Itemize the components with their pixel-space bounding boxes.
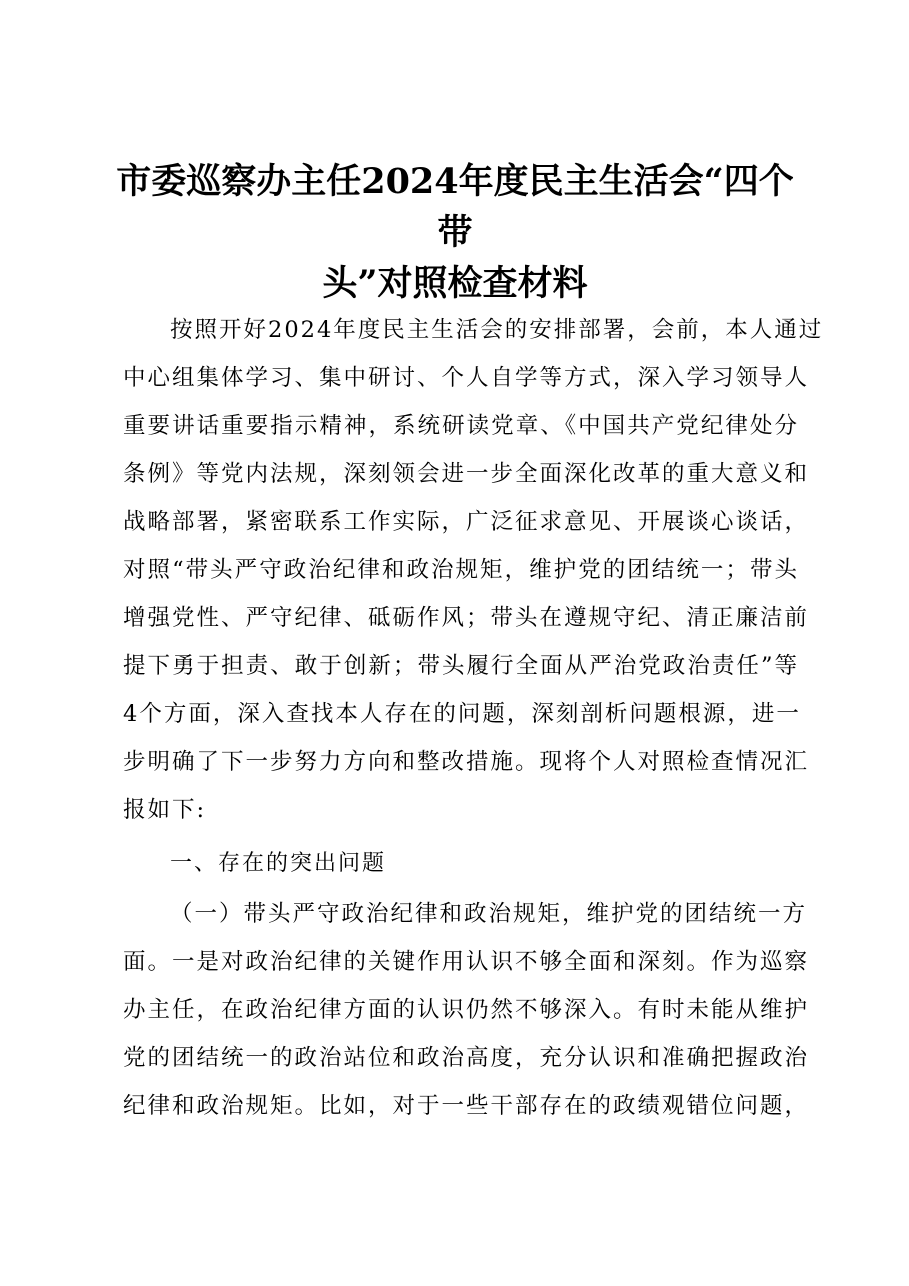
- intro-paragraph-line: 战略部署，紧密联系工作实际，广泛征求意见、开展谈心谈话，: [123, 509, 810, 535]
- section-heading: 一、存在的突出问题: [170, 851, 387, 876]
- section-paragraph-line: 纪律和政治规矩。比如，对于一些干部存在的政绩观错位问题，: [123, 1093, 810, 1119]
- intro-paragraph-line: 4个方面，深入查找本人存在的问题，深刻剖析问题根源，进一: [123, 701, 801, 727]
- intro-paragraph-line: 对照“带头严守政治纪律和政治规矩，维护党的团结统一；带头: [123, 557, 799, 583]
- intro-paragraph-line: 条例》等党内法规，深刻领会进一步全面深化改革的重大意义和: [123, 461, 810, 487]
- intro-paragraph-line: 步明确了下一步努力方向和整改措施。现将个人对照检查情况汇: [123, 749, 810, 775]
- section-paragraph-line: （一）带头严守政治纪律和政治规矩，维护党的团结统一方: [170, 901, 808, 927]
- intro-paragraph-line: 按照开好2024年度民主生活会的安排部署，会前，本人通过: [170, 317, 824, 343]
- title-line-1: 市委巡察办主任2024年度民主生活会“四个带: [116, 161, 794, 253]
- document-body: [123, 306, 824, 1130]
- intro-paragraph-line: 重要讲话重要指示精神，系统研读党章、《中国共产党纪律处分: [123, 413, 799, 439]
- intro-paragraph-line: 提下勇于担责、敢于创新；带头履行全面从严治党政治责任”等: [123, 653, 799, 679]
- title-line-2: 头”对照检查材料: [322, 263, 588, 304]
- section-paragraph-line: 党的团结统一的政治站位和政治高度，充分认识和准确把握政治: [123, 1045, 810, 1071]
- section-paragraph-line: 面。一是对政治纪律的关键作用认识不够全面和深刻。作为巡察: [123, 949, 810, 975]
- intro-paragraph-line: 中心组集体学习、集中研讨、个人自学等方式，深入学习领导人: [123, 365, 810, 391]
- intro-paragraph-line: 报如下:: [123, 797, 207, 823]
- section-paragraph-line: 办主任，在政治纪律方面的认识仍然不够深入。有时未能从维护: [123, 997, 810, 1023]
- intro-paragraph-line: 增强党性、严守纪律、砥砺作风；带头在遵规守纪、清正廉洁前: [123, 605, 810, 631]
- document-title: [110, 156, 800, 309]
